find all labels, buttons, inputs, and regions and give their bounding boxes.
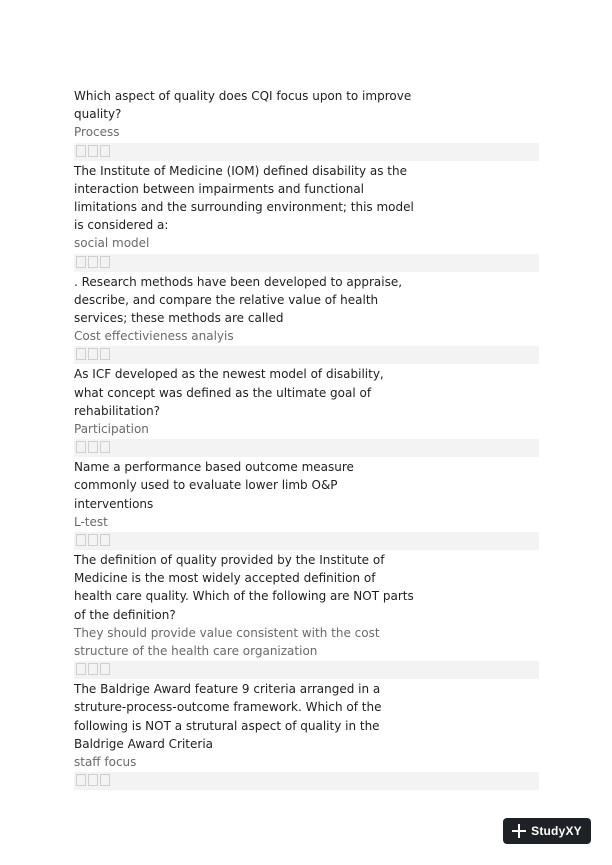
placeholder-glyph-icon (88, 774, 98, 786)
placeholder-glyph-icon (100, 145, 110, 157)
placeholder-glyph-icon (88, 441, 98, 453)
placeholder-glyph-icon (76, 534, 86, 546)
card-answer: social model (74, 236, 150, 251)
card-divider (74, 532, 539, 550)
placeholder-glyph-icon (76, 348, 86, 360)
plus-sparkle-icon (512, 824, 526, 838)
placeholder-glyph-icon (100, 774, 110, 786)
card-answer: staff focus (74, 755, 137, 770)
placeholder-glyph-icon (100, 256, 110, 268)
card-3 (74, 273, 539, 365)
card-answer: Cost effectivieness analyis (74, 329, 234, 344)
placeholder-glyph-icon (88, 145, 98, 157)
card-question: The Institute of Medicine (IOM) defined disability as the interaction between impairments and functional limitations and the surrounding environment; this model is considered a: (74, 163, 414, 233)
placeholder-glyph-icon (76, 774, 86, 786)
placeholder-glyph-icon (76, 663, 86, 675)
placeholder-glyph-icon (100, 663, 110, 675)
placeholder-glyph-icon (76, 145, 86, 157)
card-7 (74, 680, 539, 790)
card-question: Which aspect of quality does CQI focus upon to improve quality? (74, 89, 412, 122)
card-divider (74, 661, 539, 679)
card-5 (74, 458, 539, 550)
placeholder-glyph-icon (88, 348, 98, 360)
card-2 (74, 162, 539, 272)
placeholder-glyph-icon (76, 256, 86, 268)
card-divider (74, 772, 539, 790)
card-divider (74, 439, 539, 457)
placeholder-glyph-icon (100, 441, 110, 453)
flashcard-list (74, 87, 539, 791)
card-divider (74, 346, 539, 364)
placeholder-glyph-icon (100, 534, 110, 546)
card-answer: L-test (74, 514, 108, 529)
card-question: The Baldrige Award feature 9 criteria arranged in a struture-process-outcome framework. Which of the following is NOT a strutural aspect of quality in the Baldrige Award Criteria (74, 682, 382, 751)
placeholder-glyph-icon (88, 663, 98, 675)
placeholder-glyph-icon (76, 441, 86, 453)
studyxy-logo[interactable] (503, 818, 591, 844)
card-answer: Participation (74, 422, 149, 437)
card-question: The definition of quality provided by the Institute of Medicine is the most widely accepted definition of health care quality. Which of the following are NOT parts of the definition? (74, 553, 414, 622)
card-6 (74, 551, 539, 679)
card-question: . Research methods have been developed to appraise, describe, and compare the relative value of health services; these methods are called (74, 274, 403, 326)
card-divider (74, 143, 539, 161)
card-question: As ICF developed as the newest model of disability, what concept was defined as the ultimate goal of rehabilitation? (74, 367, 384, 418)
card-question: Name a performance based outcome measure commonly used to evaluate lower limb O&P interventions (74, 460, 354, 511)
card-1 (74, 87, 539, 161)
card-answer: Process (74, 125, 120, 140)
card-4 (74, 365, 539, 457)
placeholder-glyph-icon (88, 534, 98, 546)
placeholder-glyph-icon (88, 256, 98, 268)
card-divider (74, 254, 539, 272)
placeholder-glyph-icon (100, 348, 110, 360)
brand-name: StudyXY (531, 824, 582, 838)
card-answer: They should provide value consistent with the cost structure of the health care organization (74, 625, 380, 659)
